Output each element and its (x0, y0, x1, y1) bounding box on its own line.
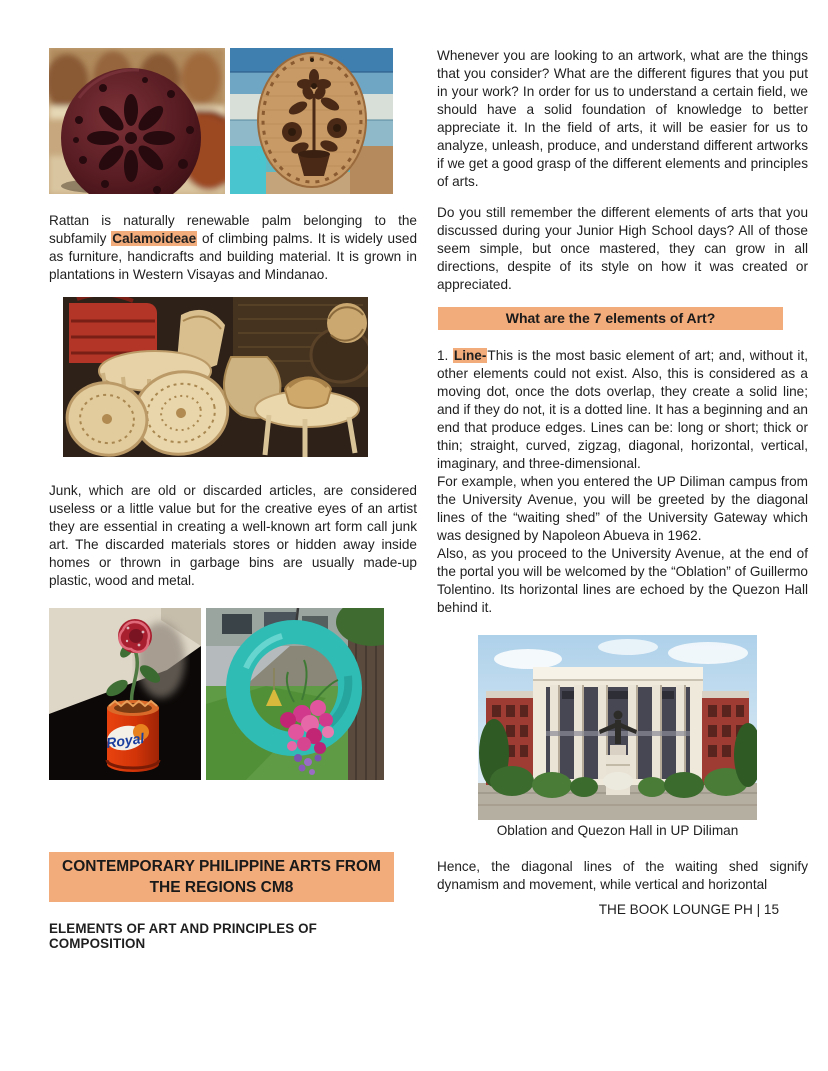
royal-can-label: Royal (105, 729, 146, 751)
page-footer: THE BOOK LOUNGE PH | 15 (598, 902, 779, 917)
carved-coconut-illustration (49, 48, 225, 194)
calamoideae-highlight: Calamoideae (112, 231, 197, 246)
carved-plaque-image (230, 48, 393, 194)
quezon-hall-image (478, 635, 757, 838)
tin-can-rose-image (49, 608, 201, 780)
tin-can-rose-illustration (49, 608, 201, 780)
right-column (437, 0, 808, 917)
line-item-body: This is the most basic element of art; and, without it, other elements could not exist. Also, this is considered as a moving dot, once the dots overlap, they create a solid line; and if they do not, it is a dotted line. It has a beginning and an end that produce edges. Lines can be: long or short; thick or thin; straight, curved, zigzag, diagonal, horizontal, vertical, imaginary, and three-dimensional. (437, 348, 808, 471)
line-item-number: 1. (437, 348, 453, 363)
intro-paragraph: Whenever you are looking to an artwork, what are the things that you consider? What are the different figures that you put in your work? In order for us to understand a certain field, we should have a solid foundation of knowledge to better appreciate it. In the field of arts, it will be easier for us to analyze, unleash, produce, and understand different artworks if we get a good grasp of the different elements and principles of arts. (437, 48, 808, 189)
rattan-text-pre: Rattan is naturally renewable palm belonging to the subfamily (49, 213, 417, 246)
elements-section-banner: What are the 7 elements of Art? (438, 307, 783, 330)
unit-title-banner: CONTEMPORARY PHILIPPINE ARTS FROM THE REGIONS CM8 (49, 852, 394, 902)
carved-plaque-illustration (230, 48, 393, 194)
rattan-text-post: of climbing palms. It is widely used as furniture, handicrafts and building material. It is grown in plantations in Western Visayas and Mindanao. (49, 231, 417, 282)
quezon-image-caption: Oblation and Quezon Hall in UP Diliman (496, 823, 739, 838)
lesson-subtitle: ELEMENTS OF ART AND PRINCIPLES OF COMPOSITION (49, 921, 317, 951)
carved-coconut-image (49, 48, 225, 194)
line-element-paragraph (437, 347, 808, 473)
oblation-paragraph: Also, as you proceed to the University Avenue, at the end of the portal you will be welcomed by the “Oblation” of Guillermo Tolentino. Its horizontal lines are echoed by the Quezon Hall behind it. (437, 546, 808, 615)
tire-planter-image (206, 608, 384, 780)
junk-art-image-row (49, 608, 417, 780)
line-term-highlight: Line- (453, 348, 487, 363)
rattan-baskets-illustration (63, 297, 368, 457)
quezon-hall-illustration (478, 635, 757, 820)
tire-planter-illustration (206, 608, 384, 780)
hence-paragraph: Hence, the diagonal lines of the waiting shed signify dynamism and movement, while vertical and horizontal (437, 859, 808, 892)
remember-paragraph: Do you still remember the different elements of arts that you discussed during your Junior High School days? All of those seem simple, but once mastered, they can grow in all directions, despite of its style on how it was created or appreciated. (437, 205, 808, 292)
rattan-baskets-image (63, 297, 417, 457)
example-paragraph: For example, when you entered the UP Diliman campus from the University Avenue, you will be greeted by the diagonal lines of the “waiting shed” of the University Gateway which was designed by Napoleon Abueva in 1962. (437, 474, 808, 543)
junk-paragraph: Junk, which are old or discarded articles, are considered useless or a little value but for the creative eyes of an artist they are essential in creating a well-known art form call junk art. The discarded materials stores or hidden away inside homes or thrown in garbage bins are usually made-up plastic, wood and metal. (49, 483, 417, 588)
top-image-row (49, 48, 417, 194)
rattan-paragraph (49, 212, 417, 284)
left-column (49, 0, 417, 951)
